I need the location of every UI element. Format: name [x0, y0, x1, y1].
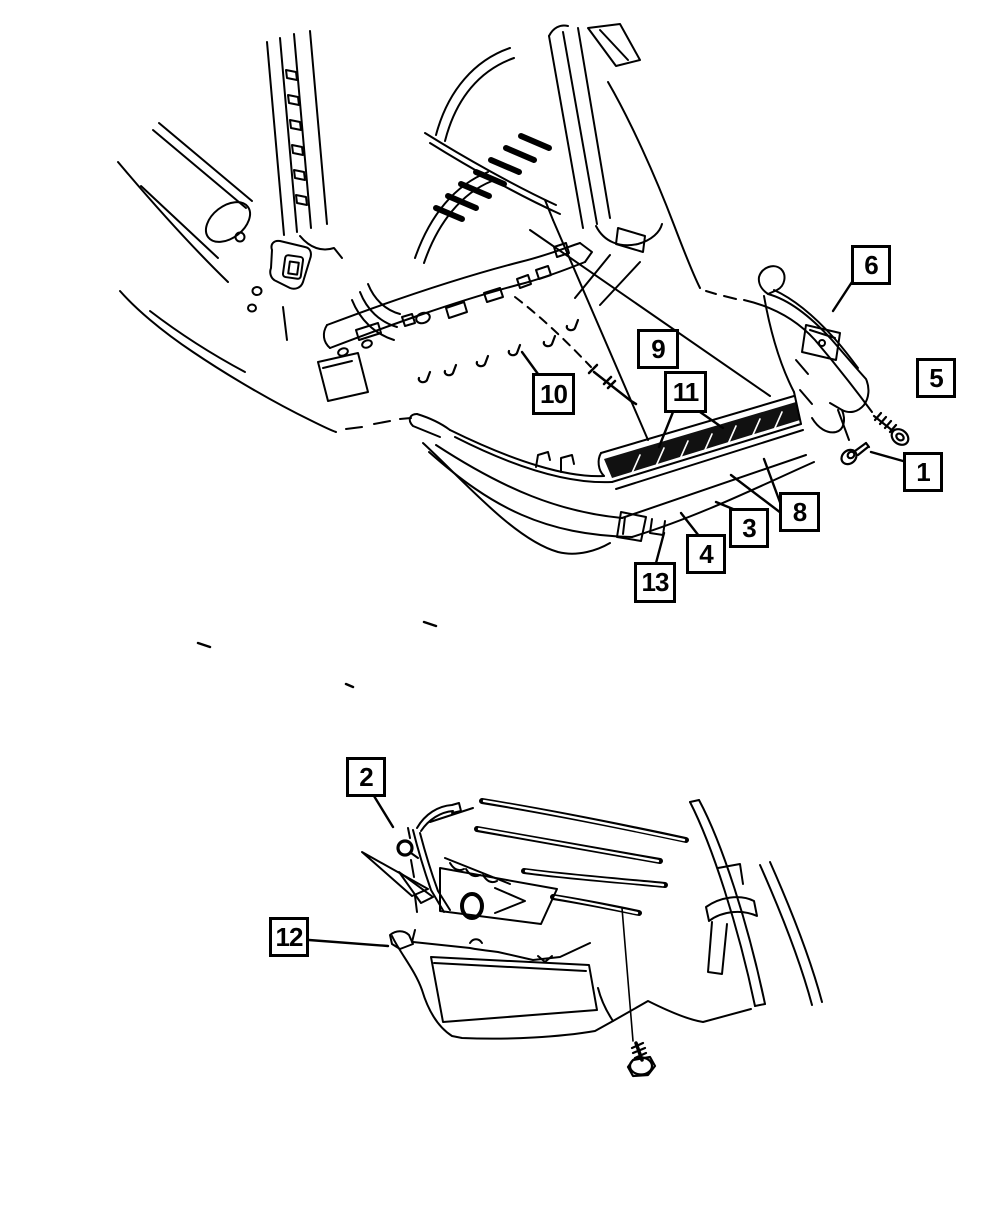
callout-9[interactable]: 9: [637, 329, 679, 369]
body-liftgate-pillar: [549, 24, 662, 305]
lower-fascia-center: [430, 808, 557, 924]
leader-1: [871, 452, 903, 461]
callout-10[interactable]: 10: [532, 373, 575, 415]
grommet-icon: [398, 841, 412, 855]
callout-3[interactable]: 3: [729, 508, 769, 548]
callout-13[interactable]: 13: [634, 562, 676, 603]
leader-12: [309, 940, 388, 946]
hex-screw-icon: [628, 1043, 655, 1076]
body-left-bracket: [283, 284, 400, 401]
platform-outline: [120, 291, 436, 687]
leader-6: [833, 282, 852, 311]
body-latch-striker: [248, 241, 311, 312]
screw-icon: [874, 413, 911, 448]
body-d-pillar: [267, 31, 342, 258]
callout-leaders-lower: [309, 796, 393, 946]
upper-diagram: [118, 24, 911, 687]
lower-diagram: [309, 796, 822, 1076]
callout-leaders-upper: [522, 282, 903, 563]
lower-fascia-ribs: [477, 801, 686, 913]
body-floor-and-wheelhouses: [415, 48, 560, 263]
rivet-icon: [839, 443, 869, 467]
lower-fascia-left: [362, 803, 510, 942]
lower-fascia-right: [690, 800, 822, 1006]
callout-6[interactable]: 6: [851, 245, 891, 285]
screw-leader-line: [622, 908, 633, 1041]
callout-11[interactable]: 11: [664, 371, 707, 413]
body-quarter-panel: [118, 123, 258, 282]
callout-8[interactable]: 8: [779, 492, 820, 532]
callout-4[interactable]: 4: [686, 534, 726, 574]
leader-2: [374, 796, 393, 827]
callout-5[interactable]: 5: [916, 358, 956, 398]
lower-fascia-slab: [390, 931, 751, 1038]
leader-13: [656, 533, 664, 563]
callout-2[interactable]: 2: [346, 757, 386, 797]
stud-icon: [589, 365, 636, 404]
leader-11b: [700, 412, 723, 428]
lower-screw: [622, 908, 655, 1076]
leader-10: [522, 352, 538, 374]
callout-12[interactable]: 12: [269, 917, 309, 957]
callout-1[interactable]: 1: [903, 452, 943, 492]
